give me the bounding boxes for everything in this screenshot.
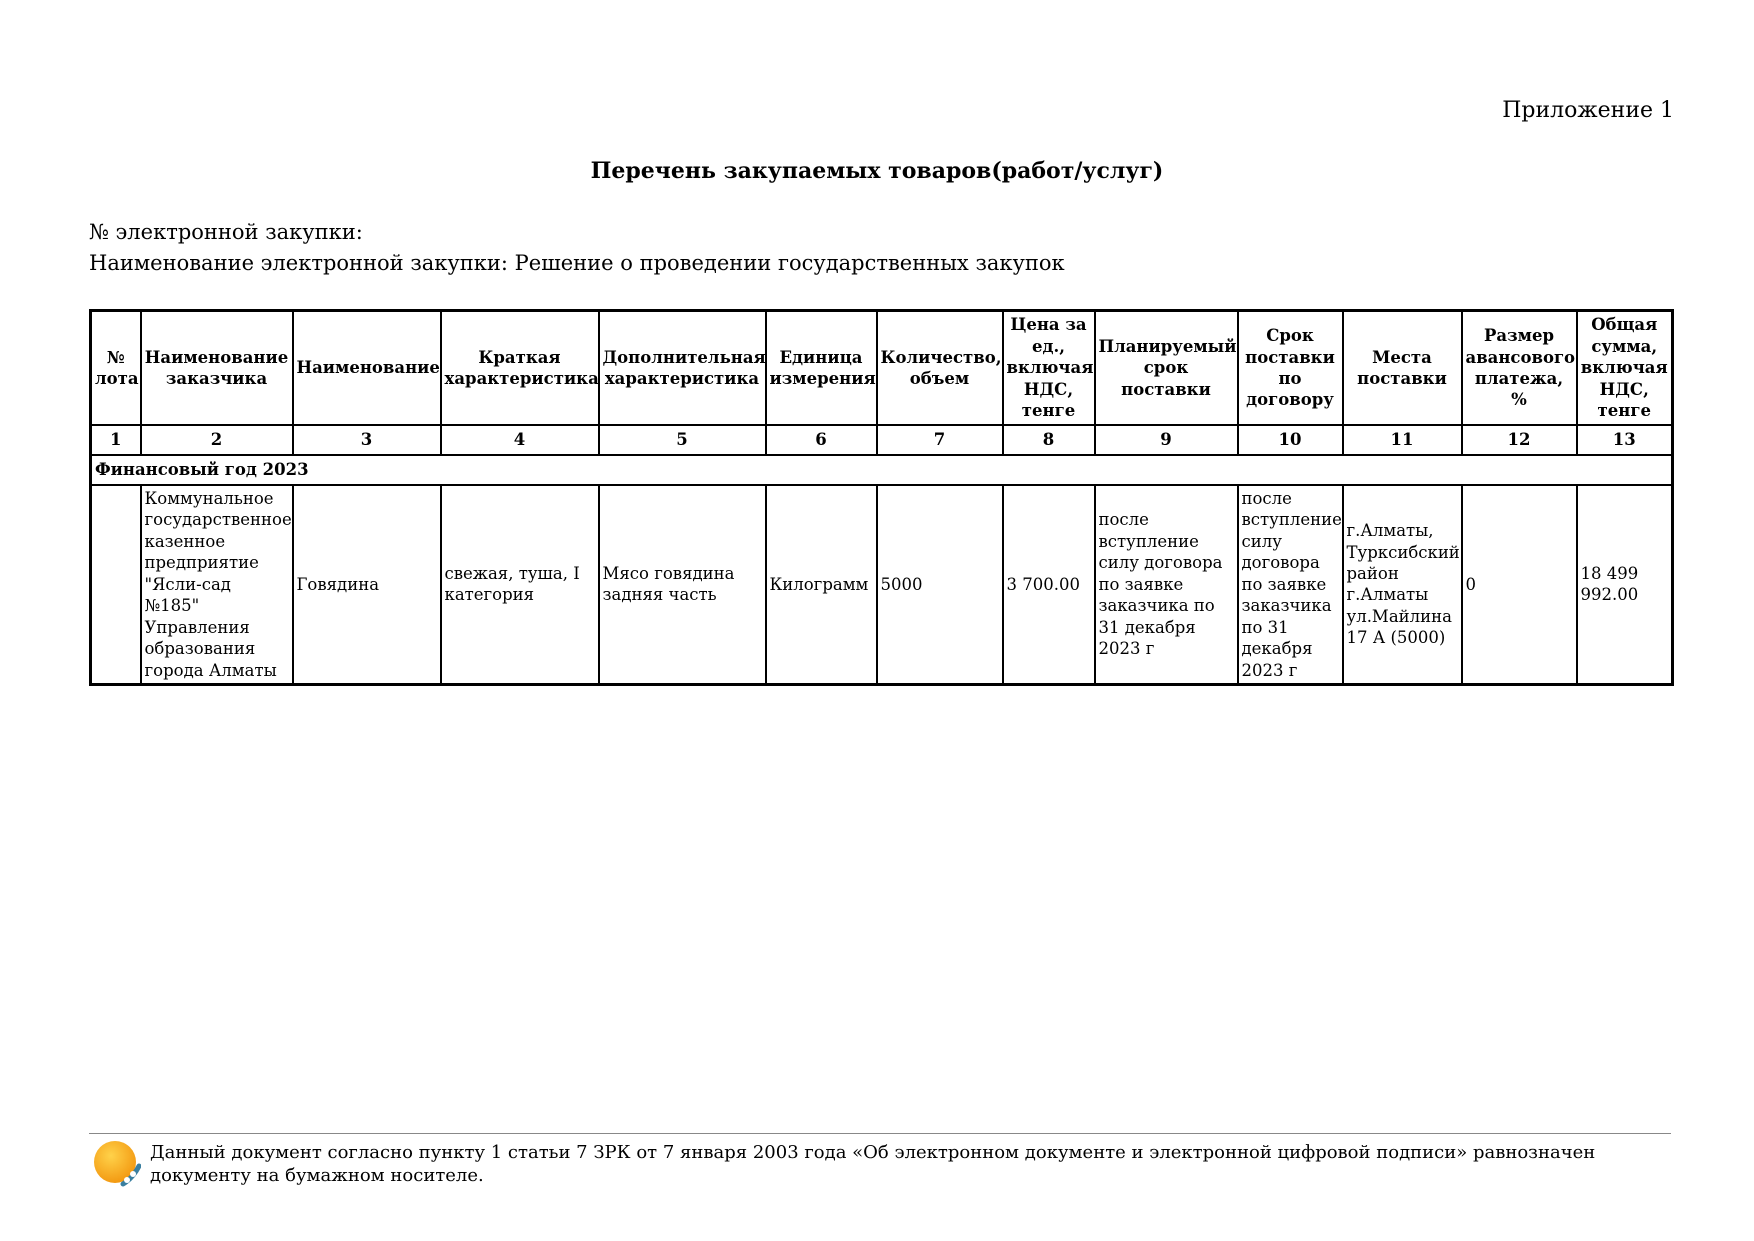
column-number: 4 — [441, 425, 599, 455]
column-header: Срок поставки по договору — [1238, 311, 1343, 426]
cell-lot — [91, 485, 141, 684]
column-number: 5 — [599, 425, 766, 455]
column-header: Планируемый срок поставки — [1095, 311, 1238, 426]
cell-unit: Килограмм — [766, 485, 877, 684]
column-number: 13 — [1577, 425, 1673, 455]
column-number: 7 — [877, 425, 1003, 455]
legal-notice: Данный документ согласно пункту 1 статьи 7 ЗРК от 7 января 2003 года «Об электронном документе и электронной цифровой подписи» равнозначен документу на бумажном носителе. — [150, 1142, 1596, 1187]
column-number: 3 — [293, 425, 441, 455]
column-number: 6 — [766, 425, 877, 455]
cell-extra-characteristic: Мясо говядина задняя часть — [599, 485, 766, 684]
cell-advance: 0 — [1462, 485, 1577, 684]
cell-delivery-place: г.Алматы, Турксибский район г.Алматы ул.Майлина 17 А (5000) — [1343, 485, 1462, 684]
cell-short-characteristic: свежая, туша, I категория — [441, 485, 599, 684]
column-header: Дополнительная характеристика — [599, 311, 766, 426]
procurement-number: № электронной закупки: — [89, 220, 363, 244]
column-header: № лота — [91, 311, 141, 426]
column-number: 12 — [1462, 425, 1577, 455]
column-header: Единица измерения — [766, 311, 877, 426]
page-title: Перечень закупаемых товаров(работ/услуг) — [590, 158, 1164, 184]
egov-logo-icon — [93, 1140, 141, 1188]
column-header: Цена за ед., включая НДС, тенге — [1003, 311, 1095, 426]
column-header: Краткая характеристика — [441, 311, 599, 426]
column-header: Размер авансового платежа, % — [1462, 311, 1577, 426]
cell-quantity: 5000 — [877, 485, 1003, 684]
fiscal-year-row — [91, 455, 1673, 485]
cell-customer: Коммунальное государственное казенное предприятие "Ясли-сад №185" Управления образования города Алматы — [141, 485, 293, 684]
cell-contract-term: после вступление силу договора по заявке заказчика по 31 декабря 2023 г — [1238, 485, 1343, 684]
cell-planned-term: после вступление силу договора по заявке заказчика по 31 декабря 2023 г — [1095, 485, 1238, 684]
column-header: Общая сумма, включая НДС, тенге — [1577, 311, 1673, 426]
procurement-name: Наименование электронной закупки: Решение о проведении государственных закупок — [89, 251, 1065, 275]
cell-total: 18 499 992.00 — [1577, 485, 1673, 684]
column-header: Наименование — [293, 311, 441, 426]
column-header: Наименование заказчика — [141, 311, 293, 426]
goods-table — [89, 309, 1674, 686]
table-header-row — [91, 311, 1673, 426]
column-number-row — [91, 425, 1673, 455]
column-header: Количество, объем — [877, 311, 1003, 426]
footer-divider — [89, 1133, 1671, 1134]
appendix-label: Приложение 1 — [1502, 98, 1674, 123]
table-row — [91, 485, 1673, 684]
column-number: 1 — [91, 425, 141, 455]
cell-name: Говядина — [293, 485, 441, 684]
column-number: 2 — [141, 425, 293, 455]
column-number: 9 — [1095, 425, 1238, 455]
column-number: 10 — [1238, 425, 1343, 455]
column-number: 8 — [1003, 425, 1095, 455]
fiscal-year-label: Финансовый год 2023 — [91, 455, 1673, 485]
column-header: Места поставки — [1343, 311, 1462, 426]
column-number: 11 — [1343, 425, 1462, 455]
cell-price: 3 700.00 — [1003, 485, 1095, 684]
